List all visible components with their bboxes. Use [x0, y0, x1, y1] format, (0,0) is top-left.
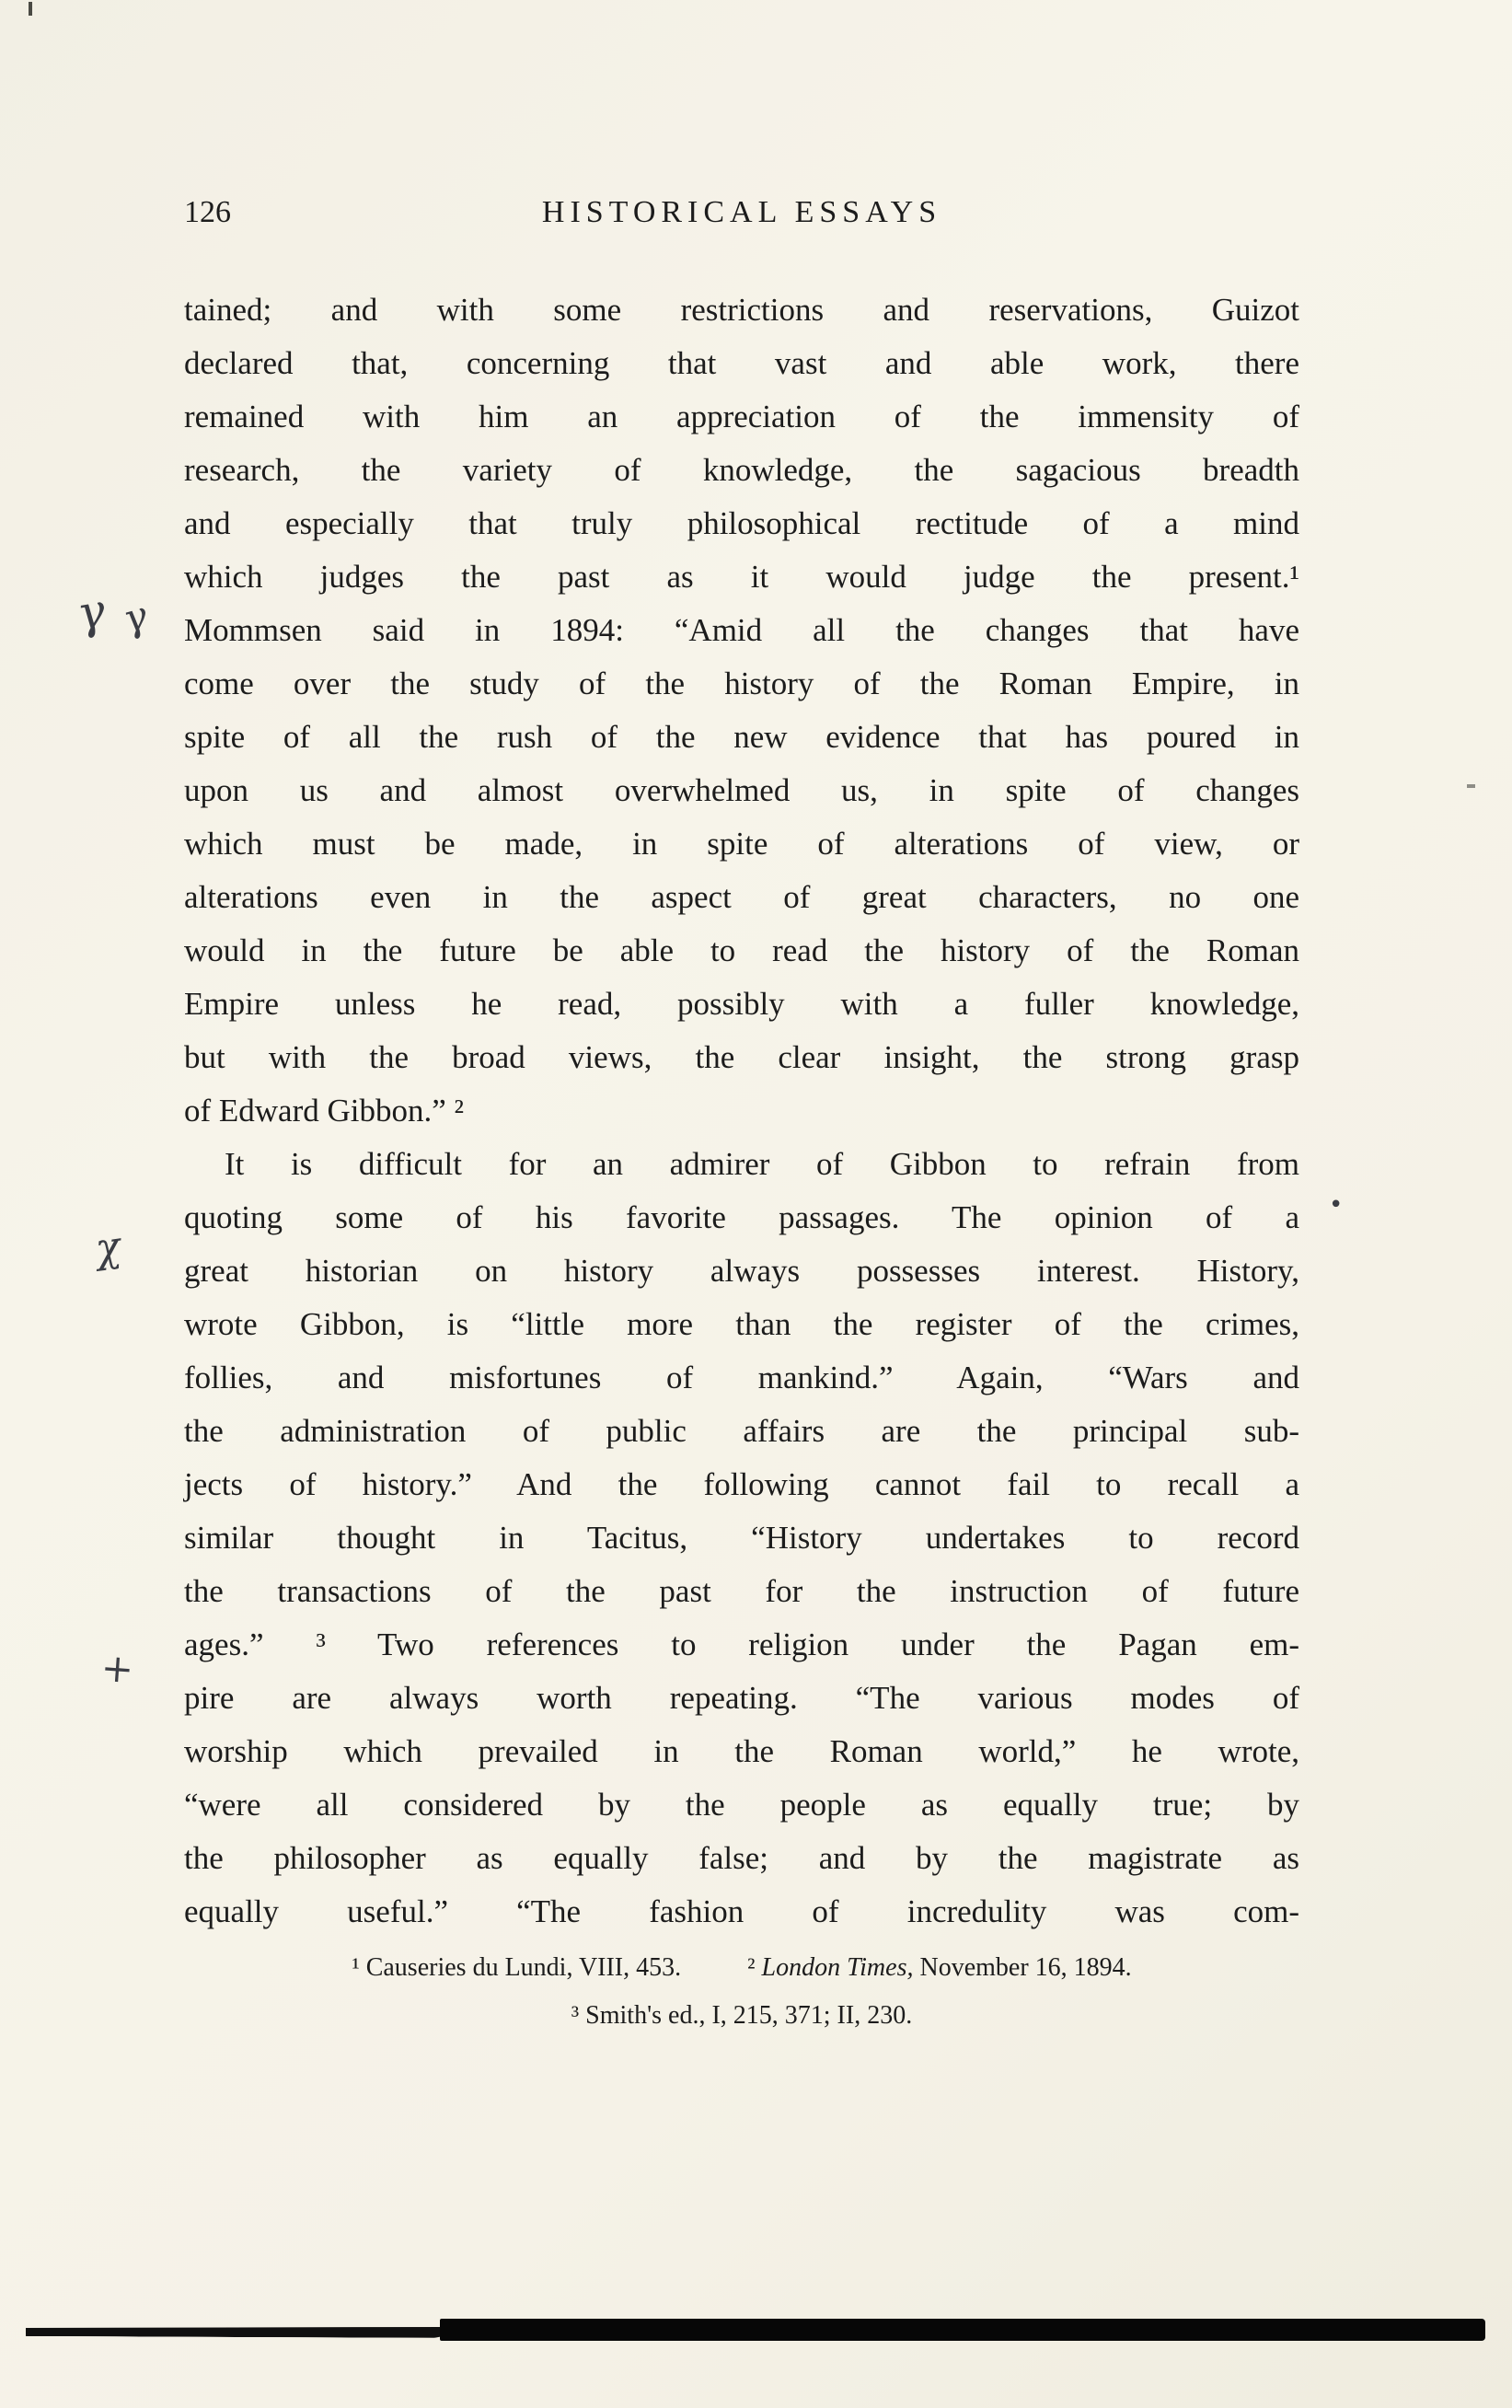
scan-speck — [1467, 784, 1475, 788]
body-text — [184, 284, 1299, 1939]
text-line: wrote Gibbon, is “little more than the register of the crimes, — [184, 1306, 1299, 1342]
text-line: similar thought in Tacitus, “History undertakes to record — [184, 1520, 1299, 1556]
text-line: remained with him an appreciation of the immensity of — [184, 399, 1299, 434]
footnote-row — [184, 1944, 1299, 1992]
scan-artifact-bar — [440, 2319, 1485, 2341]
footnotes — [184, 1944, 1299, 2040]
page-number: 126 — [184, 195, 231, 229]
text-line: Mommsen said in 1894: “Amid all the changes that have — [184, 612, 1299, 648]
handwritten-margin-mark: χ — [92, 1222, 124, 1273]
handwritten-margin-mark: γ — [73, 583, 110, 642]
text-line: tained; and with some restrictions and reservations, Guizot — [184, 292, 1299, 328]
footnote-2-date: November 16, 1894. — [913, 1953, 1132, 1982]
handwritten-margin-mark: + — [99, 1644, 135, 1693]
page-header — [184, 195, 1299, 236]
text-line: come over the study of the history of the Roman Empire, in — [184, 666, 1299, 701]
footnote-3: ³ Smith's ed., I, 215, 371; II, 230. — [571, 2001, 913, 2030]
text-line: “were all considered by the people as equally true; by — [184, 1787, 1299, 1823]
paragraph — [184, 1138, 1299, 1939]
text-line: ages.” ³ Two references to religion under the Pagan em- — [184, 1627, 1299, 1662]
text-line: It is difficult for an admirer of Gibbon to refrain from — [225, 1146, 1299, 1182]
text-line: alterations even in the aspect of great characters, no one — [184, 879, 1299, 915]
text-line: Empire unless he read, possibly with a fuller knowledge, — [184, 986, 1299, 1022]
footnote-2-marker: ² — [747, 1953, 762, 1982]
scan-speck — [29, 2, 32, 16]
text-line: declared that, concerning that vast and able work, there — [184, 345, 1299, 381]
text-line: follies, and misfortunes of mankind.” Again, “Wars and — [184, 1360, 1299, 1395]
text-line: quoting some of his favorite passages. The opinion of a — [184, 1199, 1299, 1235]
text-line: would in the future be able to read the history of the Roman — [184, 932, 1299, 968]
footnote-2-work-title: London Times, — [761, 1953, 914, 1982]
footnote-1: ¹ Causeries du Lundi, VIII, 453. — [352, 1953, 682, 1982]
text-line: equally useful.” “The fashion of incredulity was com- — [184, 1893, 1299, 1929]
text-line: upon us and almost overwhelmed us, in spite of changes — [184, 772, 1299, 808]
text-line: worship which prevailed in the Roman world,” he wrote, — [184, 1733, 1299, 1769]
text-line: spite of all the rush of the new evidence that has poured in — [184, 719, 1299, 755]
text-line: which must be made, in spite of alterations of view, or — [184, 826, 1299, 862]
text-line: the administration of public affairs are the principal sub- — [184, 1413, 1299, 1449]
footnote-2 — [747, 1944, 1132, 1992]
text-line: which judges the past as it would judge the present.¹ — [184, 559, 1299, 595]
running-title: HISTORICAL ESSAYS — [541, 195, 942, 229]
text-line: and especially that truly philosophical rectitude of a mind — [184, 505, 1299, 541]
text-line: great historian on history always possesses interest. History, — [184, 1253, 1299, 1289]
text-line: pire are always worth repeating. “The various modes of — [184, 1680, 1299, 1716]
text-line: the philosopher as equally false; and by the magistrate as — [184, 1840, 1299, 1876]
text-line: research, the variety of knowledge, the sagacious breadth — [184, 452, 1299, 488]
handwritten-margin-mark: γ — [117, 592, 153, 643]
text-line: the transactions of the past for the instruction of future — [184, 1573, 1299, 1609]
scan-artifact-bar — [26, 2325, 460, 2338]
text-line: jects of history.” And the following cannot fail to recall a — [184, 1466, 1299, 1502]
text-line: but with the broad views, the clear insight, the strong grasp — [184, 1039, 1299, 1075]
paragraph-continuation — [184, 284, 1299, 1138]
ink-dot: • — [1329, 1191, 1344, 1219]
text-line: of Edward Gibbon.” ² — [184, 1093, 465, 1129]
